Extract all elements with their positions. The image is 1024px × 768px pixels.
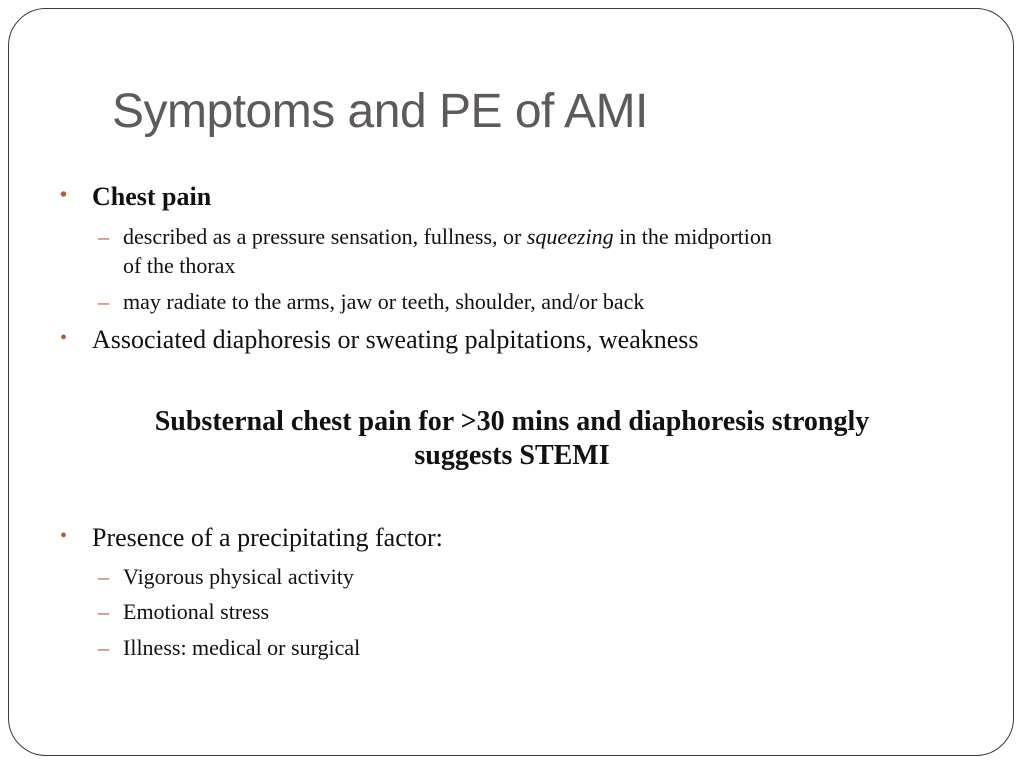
sub-bullet-text-pre: described as a pressure sensation, fullness, or [123, 224, 527, 249]
dash-icon: – [98, 224, 109, 249]
sub-bullet-emotional [98, 597, 270, 626]
sub-bullet-text: Vigorous physical activity [123, 564, 354, 589]
bullet-icon: • [60, 525, 68, 547]
bullet-text: Presence of a precipitating factor: [92, 523, 443, 552]
bullet-chest-pain [60, 182, 212, 212]
sub-bullet-text: Illness: medical or surgical [123, 635, 361, 660]
sub-bullet-pressure [98, 222, 953, 280]
bullet-icon: • [60, 184, 68, 206]
sub-bullet-physical [98, 562, 354, 591]
sub-bullet-radiate [98, 287, 645, 316]
sub-bullet-text: Emotional stress [123, 599, 270, 624]
bullet-text: Associated diaphoresis or sweating palpitations, weakness [92, 325, 699, 354]
bullet-icon: • [60, 327, 68, 349]
dash-icon: – [98, 564, 109, 589]
bullet-associated [60, 325, 699, 355]
dash-icon: – [98, 289, 109, 314]
bullet-label: Chest pain [92, 182, 212, 211]
sub-bullet-illness [98, 633, 361, 662]
callout-line-1: Substernal chest pain for >30 mins and diaphoresis strongly [154, 406, 870, 437]
sub-bullet-emphasis: squeezing [526, 224, 614, 249]
sub-bullet-text: may radiate to the arms, jaw or teeth, shoulder, and/or back [123, 289, 645, 314]
sub-bullet-text-post: in the midportion [613, 224, 772, 249]
dash-icon: – [98, 635, 109, 660]
sub-bullet-text-line2: of the thorax [123, 253, 236, 278]
bullet-precipitating [60, 523, 443, 553]
callout-text [70, 405, 954, 473]
slide-title: Symptoms and PE of AMI [112, 85, 648, 138]
dash-icon: – [98, 599, 109, 624]
callout-line-2: suggests STEMI [414, 440, 610, 471]
